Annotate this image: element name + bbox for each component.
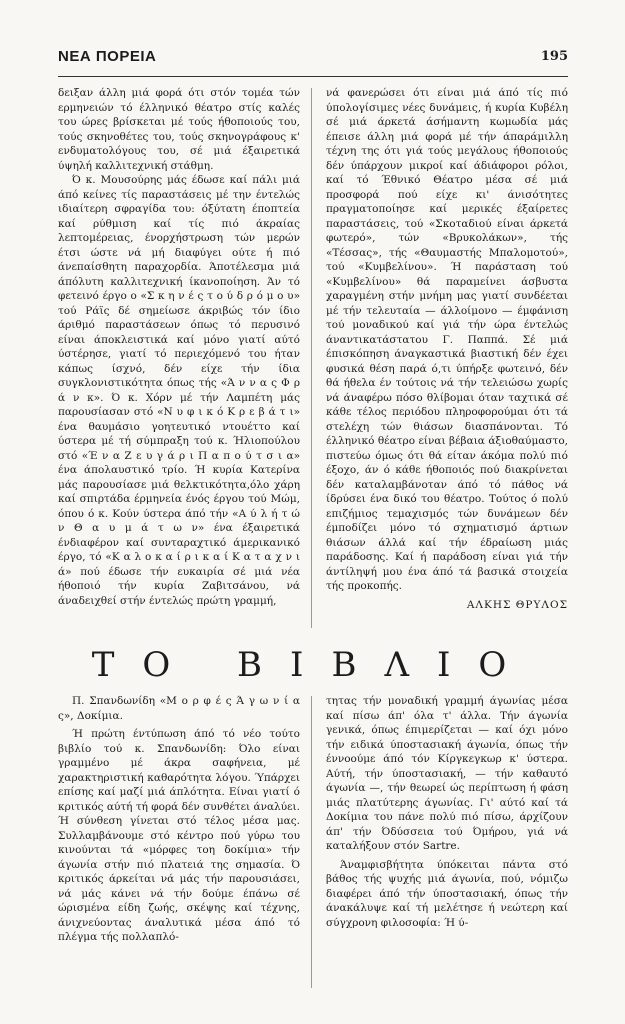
section-title: ΤΟ ΒΙΒΛΙΟ <box>91 645 535 685</box>
header-rule <box>58 76 568 77</box>
column-divider <box>311 696 312 988</box>
article1-left-column <box>58 86 300 634</box>
paragraph: νά φανερώσει ότι είναι μιά άπό τίς πιό ύπολογίσιμες νέες δυνάμεις, ή κυρία Κυβέλη σέ μιά άρκετά άσήμαντη κωμωδία μάς έπεισε άλλη μιά φορά μέ τήν άπαράμιλλη τέχνη της ότι γιά τούς μεγάλους ήθοποιούς δέν ύπάρχουν μικροί καί άδιάφοροι ρόλοι, καί τό Έθνικό Θέατρο μέσα σέ μιά προσφορά πού είχε κι' άνισότητες πραγματοποίησε καί μερικές έξαίρετες παραστάσεις, τού «Σκοταδιού είναι άρκετά φωτερό», τών «Βρυκολάκων», τής «Τέσσας», τής «Θαυμαστής Μπαλομοτού», τού «Κυμβελίνου». Ή παράσταση τού «Κυμβελίνου» θά παραμείνει άσβυστα χαραγμένη στήν μνήμη μας γιατί συνδέεται μέ τήν τελευταία — άλλοίμονο — έμφάνιση τού μοναδικού καί γιά τήν ώρα έντελώς άναντικατάστατου Γ. Παππά. Σέ μιά έπισκόπηση άναγκαστικά βιαστική δέν έχει φυσικά θέση παρά ό,τι ύπήρξε φωτεινό, δέν θά ήθελα έν τούτοις νά τήν τελειώσω χωρίς νά άναφέρω πόσο θλίβομαι όταν ταχτικά σέ κάθε τέλος περιόδου πληροφορούμαι ότι τά στελέχη τών θιάσων διασπάνονται. Τό έλληνικό θέατρο είναι βέβαια άξιοθαύμαστο, πιστεύω όμως ότι θά είταν άκόμα πολύ πιό έξοχο, άν ό κάθε ήθοποιός πού διακρίνεται δέν καταλαμβάνοταν άπό τό πάθος νά ίδρύσει ένα δικό του θέατρο. Τούτος ό πολύ επιζήμιος τεμαχισμός τών δυνάμεων δέν έμποδίζει μόνο τό σχηματισμό άρτιων θιάσων άλλά καί τήν έδραίωση μιάς παράδοσης. Καί ή παράδοση είναι γιά τήν άντίληψή μου ένα άπό τά βασικά στοιχεία τής προκοπής. <box>326 87 568 592</box>
article1-right-column <box>326 86 568 634</box>
journal-title: ΝΕΑ ΠΟΡΕΙΑ <box>58 48 157 65</box>
paragraph: δειξαν άλλη μιά φορά ότι στόν τομέα τών ερμηνειών τό έλληνικό θέατρο στίς καλές του ώρες βρίσκεται μέ τούς ήθοποιούς του, τούς σκηνοθέτες του, τούς σκηνογράφους κ' ενδυματολόγους του, σέ μιά έξαιρετικά ύψηλή καλλιτεχνική στάθμη. <box>58 87 300 172</box>
paragraph: Ό κ. Μουσούρης μάς έδωσε καί πάλι μιά άπό κείνες τίς παραστάσεις μέ την έντελώς ιδιαίτερη σφραγίδα του: όξύτατη έποπτεία καί ρύθμιση καί τίς πιό άκραίας λεπτομέρειας, ένορχήστρωση τών μερών έτσι ώστε νά μή διαφύγει ούτε ή πιό άνεπαίσθητη παραχορδία. Άποτέλεσμα μιά άπόλυτη καλλιτεχνική ίκανοποίηση. Άν τό φετεινό έργο ο «Σ κ η ν έ ς τ ο ύ δ ρ ό μ ο υ» τού Ράϊς δέ σημείωσε άκριβώς τόν ίδιο άριθμό παραστάσεων όπως τό περυσινό είναι άποκλειστικά καί μόνο γιατί αύτό ύστέρησε, γιατί τό περιεχόμενό του ήταν κάπως ίσχνό, δέν είχε τήν ίδια συγκλονιστικότητα όπως τής «Ά ν ν α ς Φ ρ ά ν κ». Ό κ. Χόρν μέ τήν Λαμπέτη μάς παρουσίασαν στό «Ν υ φ ι κ ό Κ ρ ε β ά τ ι» ένα θαυμάσιο γοητευτικό ντουέττο καί ύστερα μέ τή σύμπραξη τού κ. Ήλιοπούλου στό «Έ ν α Ζ ε υ γ ά ρ ι Π α π ο ύ τ σ ι α» ένα άπολαυστικό τρίο. Ή κυρία Κατερίνα μάς παρουσίασε μιά θελκτικότητα,όλο χάρη καί σπιρτάδα έρμηνεία ένός έργου τού Μώμ, όπου ό κ. Κούν ύστερα άπό τήν «Α ύ λ ή τ ώ ν Θ α υ μ ά τ ω ν» ένα έξαιρετικά ένδιαφέρον καί συνταραχτικό άμερικανικό έργο, τό «Κ α λ ο κ α ί ρ ι κ α ί Κ α τ α χ ν ι ά» πού έδωσε τήν ευκαιρία σέ μιά νέα ήθοποιό τήν κυρία Ζαβιτσάνου, νά άναδειχθεί στήν έντελώς πρώτη γραμμή, <box>58 174 300 607</box>
paragraph: τητας τήν μοναδική γραμμή άγωνίας μέσα καί πίσω άπ' όλα τ' άλλα. Τήν άγωνία γενικά, όπως έπιμερίζεται — καί όχι μόνο τήν ειδικά ύποστασιακή άγωνία, όπως τήν έννοούμε άπό τόν Κίργκεγκωρ κ' ύστερα. Αύτή, τήν ύποστασιακή, — τήν καθαυτό άγωνία —, τήν θεωρεί ώς περίπτωση ή φάση μιάς πλατύτερης άγωνίας. Γι' αύτό καί τά Δοκίμια του πάνε πολύ πιό πίσω, άρχίζουν άπ' τήν Όδύσσεια τού Όμήρου, γιά νά καταλήξουν στόν Sartre. <box>326 695 568 852</box>
running-header <box>58 48 568 70</box>
paragraph: Ή πρώτη έντύπωση άπό τό νέο τούτο βιβλίο τού κ. Σπανδωνίδη: Όλο είναι γραμμένο μέ άκρα σαφήνεια, μέ χαρακτηριστική καθαρότητα λόγου. Ύπάρχει επίσης καί μαζί μιά άπλότητα. Είναι γιατί ό κριτικός αύτή τή φορά δέν συνθέτει άναλύει. Ή σύνθεση γίνεται στό τέλος μέσα μας. Συλλαμβάνουμε στό κέντρο πού γύρω του κινούνται τά «μόρφες τοη δοκίμια» τήν άγωνία στήν πιό πλατειά της σημασία. Ό κριτικός άρκείται νά μάς τήν παρουσιάσει, νά μάς κάνει νά τήν δούμε έπάνω σέ ώρισμένα είδη ζωής, σκέψης καί τέχνης, άνιχνεύοντας άναλυτικά μέσα άπό τό πλέγμα τής πολλαπλό- <box>58 728 300 943</box>
column-divider <box>311 88 312 628</box>
author-signature: ΑΛΚΗΣ ΘΡΥΛΟΣ <box>466 598 568 611</box>
article2-right-column <box>326 694 568 994</box>
paragraph: Άναμφισβήτητα ύπόκειται πάντα στό βάθος τής ψυχής μιά άγωνία, πού, νόμιζω διαφέρει άπό τήν ύποστασιακή, όπως τήν άνακάλυψε καί τή μελέτησε ή νεώτερη καί σύγχρονη φιλοσοφία: Ή ύ- <box>326 858 568 929</box>
book-reference: Π. Σπανδωνίδη «Μ ο ρ φ έ ς Ά γ ω ν ί α ς», Δοκίμια. <box>58 695 300 722</box>
page-number: 195 <box>540 49 568 64</box>
article2-left-column <box>58 694 300 994</box>
